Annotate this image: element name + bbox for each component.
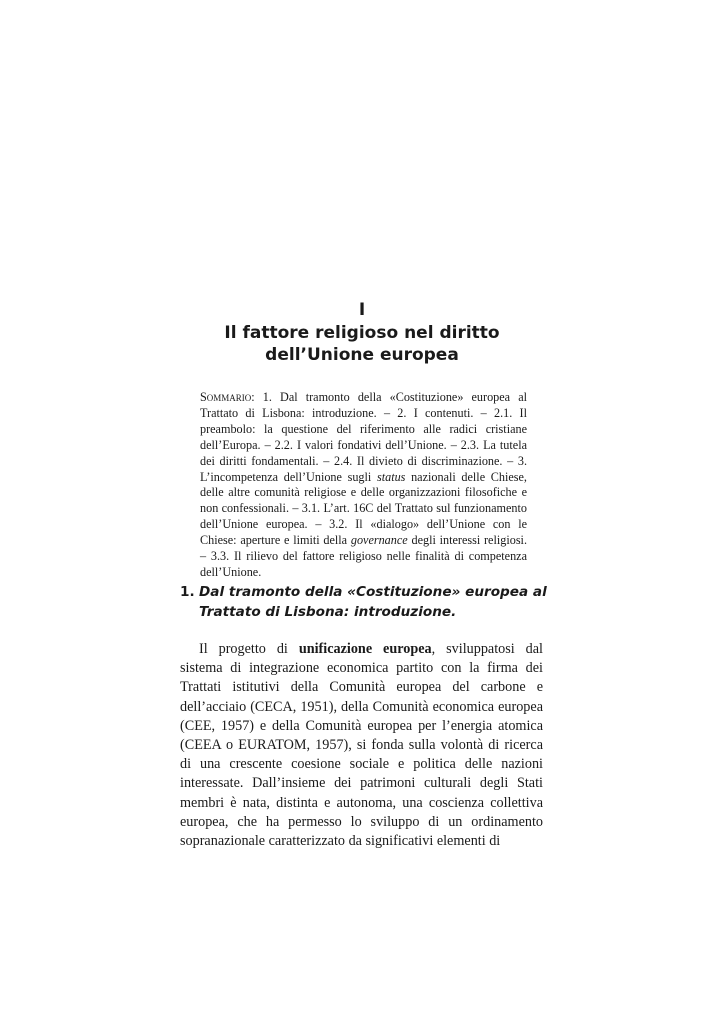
summary-label: Sommario [200, 390, 252, 404]
summary-status-word: status [376, 469, 406, 484]
chapter-summary [200, 390, 527, 581]
chapter-title-line-2: dell’Unione europea [265, 345, 459, 365]
chapter-title-line-1: Il fattore religioso nel diritto [224, 323, 500, 343]
summary-governance-word: governance [350, 533, 408, 548]
paragraph-bold-term: unificazione europea [298, 641, 432, 657]
summary-text-part-1: : 1. Dal tramonto della «Costituzione» europea al Trattato di Lisbona: introduzione. – 2. I contenuti. – 2.1. Il preambolo: la questione del riferimento alle radici cristiane dell’Europa. – 2.2. I valori fondativi dell’Unione. – 2.3. La tutela dei diritti fondamentali. – 2.4. Il divieto di discriminazione. – 3. L’incompetenza dell’Unione sugli [200, 390, 527, 484]
summary-text-part-2: nazionali delle Chiese, delle altre comunità religiose e delle organizzazioni filosofiche e non confessionali. – 3.1. L’art. 16C del Trattato sul funzionamento dell’Unione europea. – 3.2. Il «dialogo» dell’Unione con le Chiese: aperture e limiti della [200, 469, 527, 548]
summary-text-part-3: degli interessi religiosi. – 3.3. Il rilievo del fattore religioso nelle finalità di competenza dell’Unione. [200, 533, 527, 579]
body-paragraph [180, 640, 543, 851]
paragraph-rest: , sviluppatosi dal sistema di integrazione economica partito con la firma dei Trattati istitutivi della Comunità europea del carbone e dell’acciaio (CECA, 1951), della Comunità economica europea (CEE, 1957) e della Comunità europea per l’energia atomica (CEEA o EURATOM, 1957), si fonda sulla volontà di ricerca di una crescente coesione sociale e politica delle nazioni interessate. Dall’insieme dei patrimoni culturali degli Stati membri è nata, distinta e autonoma, una coscienza collettiva europea, che ha permesso lo sviluppo di un ordinamento sopranazionale caratterizzato da significativi elementi di [180, 641, 543, 850]
section-title: Dal tramonto della «Costituzione» europea al Trattato di Lisbona: introduzione. [199, 584, 547, 620]
chapter-title [0, 322, 724, 366]
section-heading [180, 583, 552, 622]
paragraph-intro: Il progetto di [199, 641, 299, 657]
section-number: 1. [180, 584, 195, 600]
chapter-number: I [358, 300, 366, 320]
